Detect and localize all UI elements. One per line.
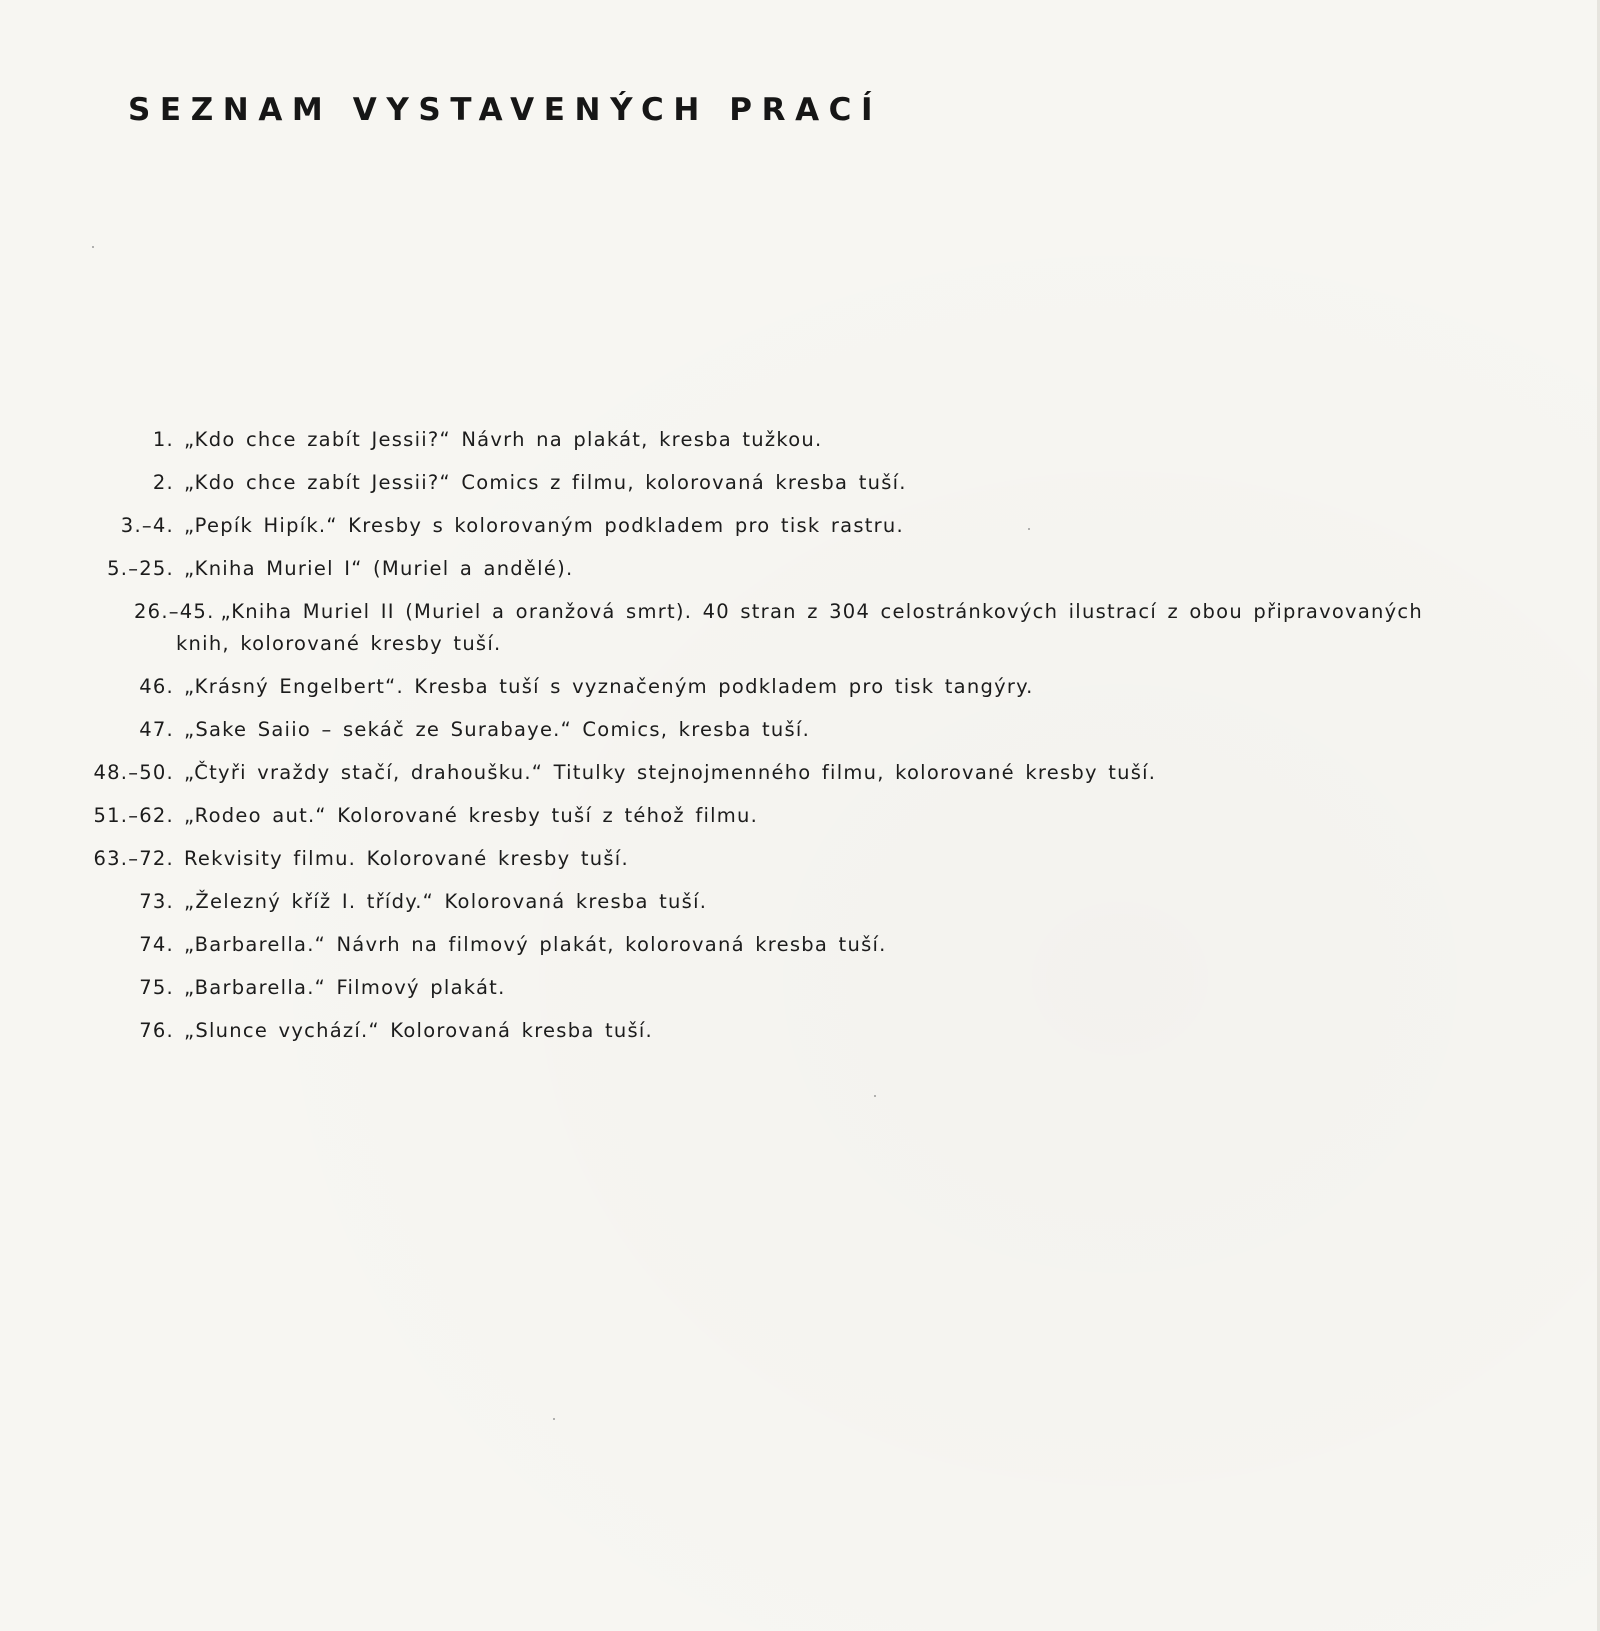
item-number: 1. — [152, 428, 174, 451]
list-item — [0, 553, 1600, 585]
item-text: Rekvisity filmu. Kolorované kresby tuší. — [184, 847, 629, 870]
item-text: „Kniha Muriel II (Muriel a oranžová smrt). 40 stran z 304 celostránkových ilustrací z obou připravovaných knih, kolorované kresby tuší. — [176, 600, 1424, 655]
item-number: 63.–72. — [93, 847, 174, 870]
list-item — [0, 671, 1600, 703]
item-text: „Krásný Engelbert“. Kresba tuší s vyznačeným podkladem pro tisk tangýry. — [184, 675, 1034, 698]
item-text: „Čtyři vraždy stačí, drahoušku.“ Titulky stejnojmenného filmu, kolorované kresby tuší. — [184, 761, 1157, 784]
paper-speck — [92, 246, 94, 248]
item-text: „Rodeo aut.“ Kolorované kresby tuší z téhož filmu. — [184, 804, 759, 827]
paper-speck — [1028, 528, 1030, 530]
item-text: „Barbarella.“ Návrh na filmový plakát, kolorovaná kresba tuší. — [184, 933, 887, 956]
list-item — [0, 757, 1600, 789]
item-number: 76. — [139, 1019, 174, 1042]
item-number: 73. — [139, 890, 174, 913]
item-number: 5.–25. — [107, 557, 174, 580]
list-item — [0, 843, 1600, 875]
item-number: 51.–62. — [93, 804, 174, 827]
item-number: 2. — [152, 471, 174, 494]
item-number: 75. — [139, 976, 174, 999]
item-number: 47. — [139, 718, 174, 741]
item-text: „Pepík Hipík.“ Kresby s kolorovaným podkladem pro tisk rastru. — [184, 514, 904, 537]
item-number: 48.–50. — [93, 761, 174, 784]
exhibited-works-list — [0, 424, 1600, 1058]
item-text: „Barbarella.“ Filmový plakát. — [184, 976, 506, 999]
list-item — [0, 929, 1600, 961]
item-text: „Kdo chce zabít Jessii?“ Návrh na plakát, kresba tužkou. — [184, 428, 823, 451]
item-number: 26.–45. — [134, 600, 215, 623]
list-item — [0, 596, 1476, 660]
item-text: „Kdo chce zabít Jessii?“ Comics z filmu, kolorovaná kresba tuší. — [184, 471, 907, 494]
item-number: 46. — [139, 675, 174, 698]
list-item — [0, 886, 1600, 918]
paper-speck — [553, 1418, 555, 1420]
list-item — [0, 800, 1600, 832]
item-text: „Kniha Muriel I“ (Muriel a andělé). — [184, 557, 574, 580]
item-text: „Železný kříž I. třídy.“ Kolorovaná kresba tuší. — [184, 890, 708, 913]
list-item — [0, 972, 1600, 1004]
page-title: SEZNAM VYSTAVENÝCH PRACÍ — [128, 92, 883, 128]
item-number: 3.–4. — [120, 514, 174, 537]
list-item — [0, 424, 1600, 456]
item-text: „Slunce vychází.“ Kolorovaná kresba tuší. — [184, 1019, 653, 1042]
list-item — [0, 510, 1600, 542]
item-number: 74. — [139, 933, 174, 956]
paper-speck — [874, 1095, 876, 1097]
list-item — [0, 467, 1600, 499]
list-item — [0, 1015, 1600, 1047]
item-text: „Sake Saiio – sekáč ze Surabaye.“ Comics, kresba tuší. — [184, 718, 811, 741]
list-item — [0, 714, 1600, 746]
